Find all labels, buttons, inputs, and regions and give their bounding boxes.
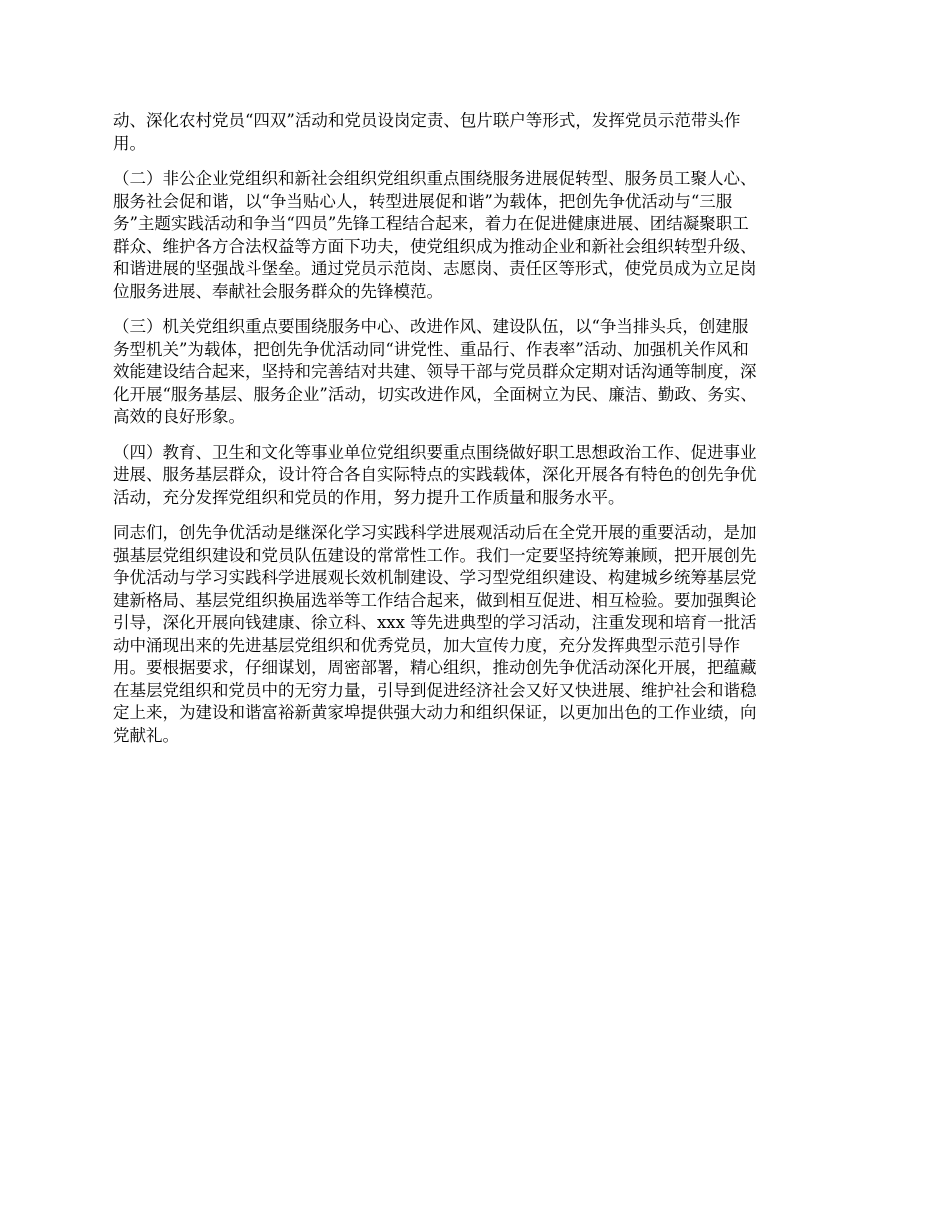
- paragraph-section-3: （三）机关党组织重点要围绕服务中心、改进作风、建设队伍，以“争当排头兵，创建服 务型机关”为载体，把创先争优活动同“讲党性、重品行、作表率”活动、加强机关作风和 效能建设结合起来，坚持和完善结对共建、领导干部与党员群众定期对话沟通等制度，深 化开展“服务基层、服务企业”活动，切实改进作风，全面树立为民、廉洁、勤政、务实、 高效的良好形象。: [113, 317, 757, 426]
- paragraph-section-4: （四）教育、卫生和文化等事业单位党组织要重点围绕做好职工思想政治工作、促进事业 进展、服务基层群众，设计符合各自实际特点的实践载体，深化开展各有特色的创先争优 活动，充分发挥党组织和党员的作用，努力提升工作质量和服务水平。: [113, 442, 757, 507]
- paragraph-continuation: 动、深化农村党员“四双”活动和党员设岗定责、包片联户等形式，发挥党员示范带头作 用。: [113, 111, 741, 153]
- paragraph-section-2: （二）非公企业党组织和新社会组织党组织重点围绕服务进展促转型、服务员工聚人心、 服务社会促和谐，以“争当贴心人，转型进展促和谐”为载体，把创先争优活动与“三服 务”主题实践活动和争当“四员”先锋工程结合起来，着力在促进健康进展、团结凝聚职工 群众、维护各方合法权益等方面下功夫，使党组织成为推动企业和新社会组织转型升级、 和谐进展的坚强战斗堡垒。通过党员示范岗、志愿岗、责任区等形式，使党员成为立足岗 位服务进展、奉献社会服务群众的先锋模范。: [113, 169, 757, 301]
- document-body: [113, 110, 841, 760]
- paragraph-closing: 同志们，创先争优活动是继深化学习实践科学进展观活动后在全党开展的重要活动，是加 强基层党组织建设和党员队伍建设的常常性工作。我们一定要坚持统筹兼顾，把开展创先 争优活动与学习实践科学进展观长效机制建设、学习型党组织建设、构建城乡统筹基层党 建新格局、基层党组织换届选举等工作结合起来，做到相互促进、相互检验。要加强舆论 引导，深化开展向钱建康、徐立科、xxx 等先进典型的学习活动，注重发现和培育一批活 动中涌现出来的先进基层党组织和优秀党员，加大宣传力度，充分发挥典型示范引导作 用。要根据要求，仔细谋划，周密部署，精心组织，推动创先争优活动深化开展，把蕴藏 在基层党组织和党员中的无穷力量，引导到促进经济社会又好又快进展、维护社会和谐稳 定上来，为建设和谐富裕新黄家埠提供强大动力和组织保证，以更加出色的工作业绩，向 党献礼。: [113, 523, 757, 745]
